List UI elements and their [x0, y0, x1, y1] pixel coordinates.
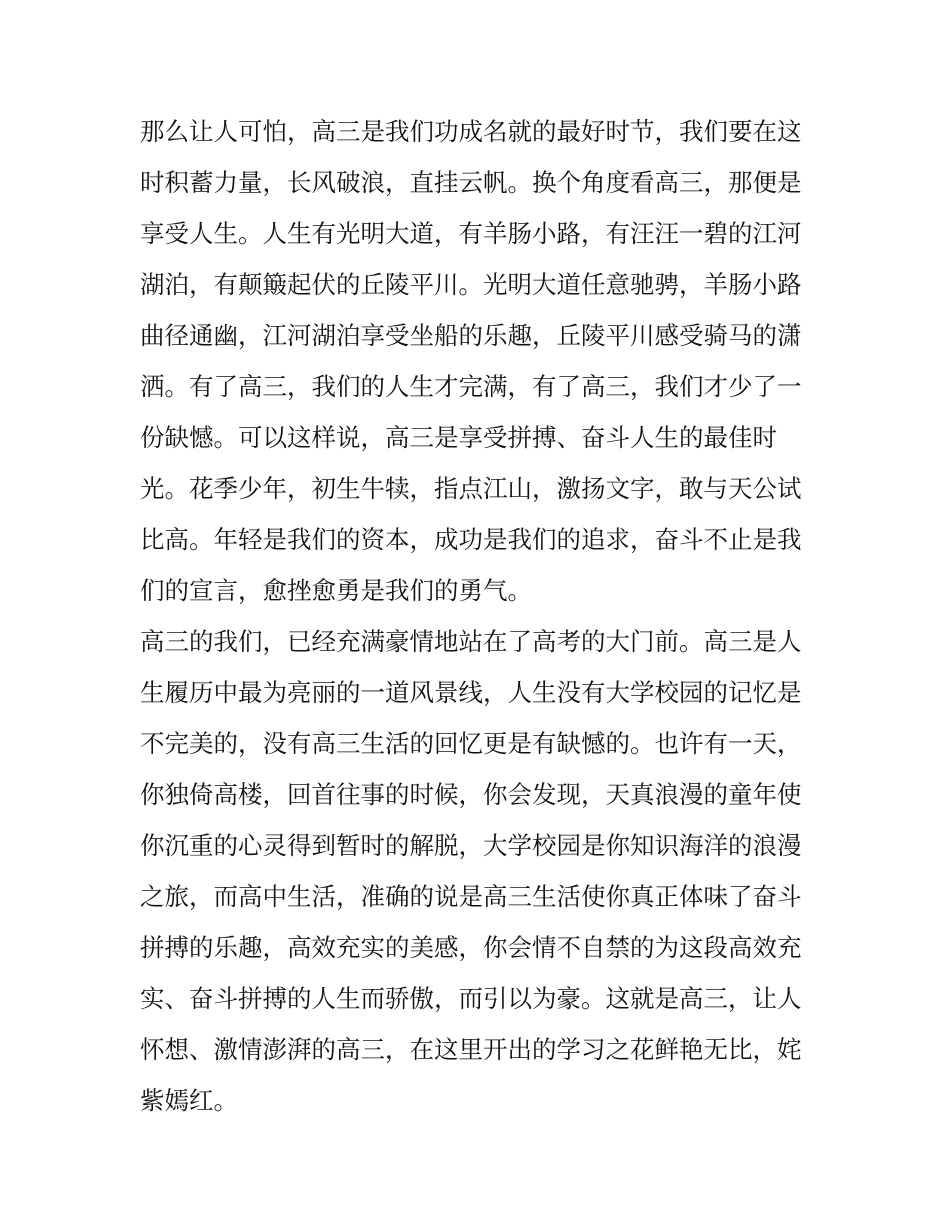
text-line: 怀想、激情澎湃的高三，在这里开出的学习之花鲜艳无比，姹 [140, 1035, 802, 1064]
text-line: 生履历中最为亮丽的一道风景线，人生没有大学校园的记忆是 [140, 678, 802, 707]
paragraph-1 [140, 106, 820, 616]
text-line: 洒。有了高三，我们的人生才完满，有了高三，我们才少了一 [140, 372, 802, 401]
text-line: 们的宣言，愈挫愈勇是我们的勇气。 [140, 576, 532, 605]
text-line: 之旅，而高中生活，准确的说是高三生活使你真正体味了奋斗 [140, 882, 802, 911]
text-line: 时积蓄力量，长风破浪，直挂云帆。换个角度看高三，那便是 [140, 168, 802, 197]
document-page [140, 106, 820, 1126]
text-line: 你独倚高楼，回首往事的时候，你会发现，天真浪漫的童年使 [140, 780, 802, 809]
text-line: 你沉重的心灵得到暂时的解脱，大学校园是你知识海洋的浪漫 [140, 831, 802, 860]
text-line: 不完美的，没有高三生活的回忆更是有缺憾的。也许有一天， [140, 729, 802, 758]
text-line: 比高。年轻是我们的资本，成功是我们的追求，奋斗不止是我 [140, 525, 802, 554]
text-line: 紫嫣红。 [140, 1086, 238, 1115]
text-line: 实、奋斗拼搏的人生而骄傲，而引以为豪。这就是高三，让人 [140, 984, 802, 1013]
text-line: 拼搏的乐趣，高效充实的美感，你会情不自禁的为这段高效充 [140, 933, 802, 962]
text-line: 曲径通幽，江河湖泊享受坐船的乐趣，丘陵平川感受骑马的潇 [140, 321, 802, 350]
text-line: 份缺憾。可以这样说，高三是享受拼搏、奋斗人生的最佳时 [140, 423, 777, 452]
text-line: 高三的我们，已经充满豪情地站在了高考的大门前。高三是人 [140, 627, 802, 656]
paragraph-2 [140, 616, 820, 1126]
text-line: 享受人生。人生有光明大道，有羊肠小路，有汪汪一碧的江河 [140, 219, 802, 248]
text-line: 湖泊，有颠簸起伏的丘陵平川。光明大道任意驰骋，羊肠小路 [140, 270, 802, 299]
text-line: 那么让人可怕，高三是我们功成名就的最好时节，我们要在这 [140, 117, 802, 146]
text-line: 光。花季少年，初生牛犊，指点江山，激扬文字，敢与天公试 [140, 474, 802, 503]
